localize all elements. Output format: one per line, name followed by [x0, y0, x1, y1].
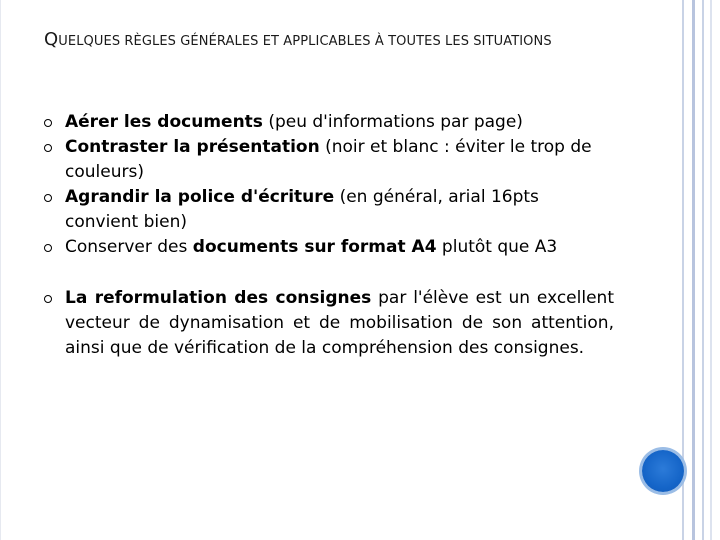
item-bold-text: La reformulation des consignes — [65, 288, 372, 308]
item-text: (en général, arial 16pts convient bien) — [65, 187, 539, 232]
item-text: (peu d'informations par page) — [262, 112, 523, 132]
slide-title — [44, 29, 552, 50]
list-item — [44, 135, 614, 185]
list-item — [44, 235, 614, 260]
decorative-rail — [682, 0, 684, 540]
item-text: par l'élève est un excellent vecteur de dynamisation et de mobilisation de son attention, ainsi que de vérification de la compréhension des consignes. — [65, 288, 614, 358]
bullet-circle-icon — [44, 295, 52, 303]
bullet-circle-icon — [44, 244, 52, 252]
item-text: Conserver des — [65, 237, 193, 257]
bullet-circle-icon — [44, 119, 52, 127]
bullet-list — [44, 110, 614, 361]
decorative-circle — [642, 450, 684, 492]
decorative-rail — [710, 0, 712, 540]
title-initial: Q — [44, 29, 59, 50]
list-item — [44, 185, 614, 235]
decorative-rail — [702, 0, 704, 540]
decorative-rail — [692, 0, 695, 540]
title-text: UELQUES RÈGLES GÉNÉRALES ET APPLICABLES À TOUTES LES SITUATIONS — [58, 34, 552, 49]
item-bold-text: documents sur format A4 — [192, 237, 437, 257]
item-text: (noir et blanc : éviter le trop de couleurs) — [65, 137, 592, 182]
item-bold-text: Aérer les documents — [65, 112, 263, 132]
slide-left-edge — [0, 0, 1, 540]
list-item — [44, 286, 614, 361]
item-bold-text: Contraster la présentation — [65, 137, 320, 157]
item-bold-text: Agrandir la police d'écriture — [65, 187, 335, 207]
bullet-circle-icon — [44, 144, 52, 152]
item-text: plutôt que A3 — [436, 237, 558, 257]
list-item — [44, 110, 614, 135]
bullet-circle-icon — [44, 194, 52, 202]
